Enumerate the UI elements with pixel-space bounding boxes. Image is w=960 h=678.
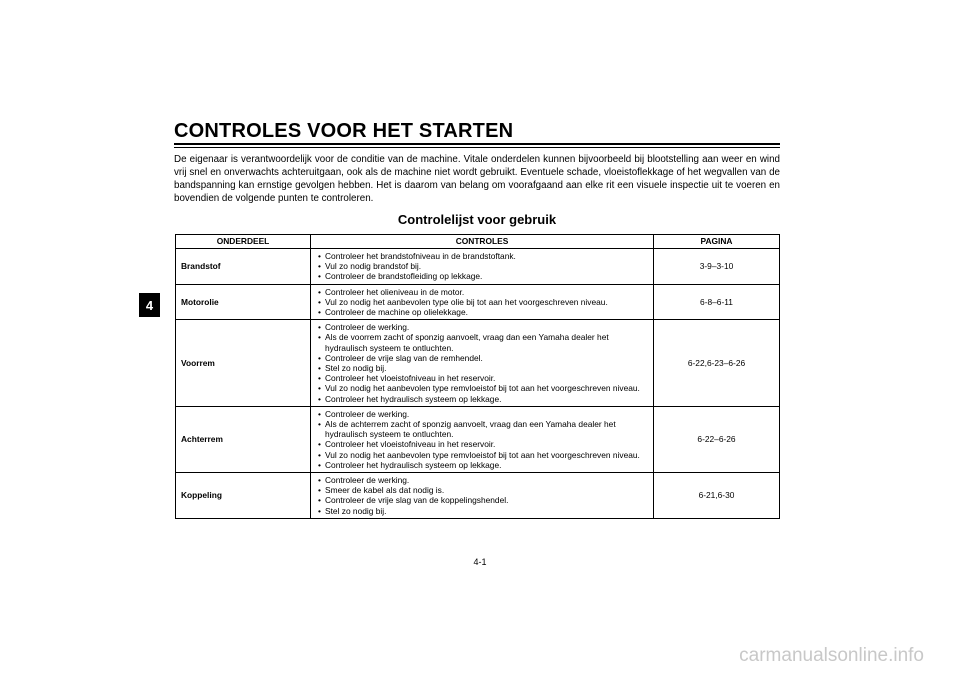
row-checks — [311, 473, 654, 519]
table-row — [176, 406, 780, 472]
table-header-row — [176, 235, 780, 249]
check-item: • Stel zo nodig bij. — [318, 506, 648, 516]
row-part: Koppeling — [176, 473, 311, 519]
table-row — [176, 473, 780, 519]
header-checks: CONTROLES — [311, 235, 654, 249]
row-part: Voorrem — [176, 320, 311, 407]
check-item: • Vul zo nodig het aanbevolen type remvloeistof bij tot aan het voorgeschreven niveau. — [318, 450, 648, 460]
page-number: 4-1 — [473, 557, 487, 567]
row-part: Motorolie — [176, 284, 311, 320]
title-rule — [174, 143, 780, 145]
row-part: Achterrem — [176, 406, 311, 472]
chapter-tab: 4 — [139, 293, 160, 317]
check-item: • Vul zo nodig het aanbevolen type remvloeistof bij tot aan het voorgeschreven niveau. — [318, 383, 648, 393]
check-item: • Controleer het vloeistofniveau in het reservoir. — [318, 439, 648, 449]
row-pages: 6-21,6-30 — [654, 473, 780, 519]
header-pages: PAGINA — [654, 235, 780, 249]
row-part: Brandstof — [176, 249, 311, 285]
table-row — [176, 249, 780, 285]
check-item: • Als de achterrem zacht of sponzig aanvoelt, vraag dan een Yamaha dealer het hydraulisch systeem te ontluchten. — [318, 419, 648, 439]
check-item: • Controleer het hydraulisch systeem op lekkage. — [318, 460, 648, 470]
check-item: • Controleer het brandstofniveau in de brandstoftank. — [318, 251, 648, 261]
check-item: • Vul zo nodig brandstof bij. — [318, 261, 648, 271]
row-checks — [311, 284, 654, 320]
intro-paragraph: De eigenaar is verantwoordelijk voor de conditie van de machine. Vitale onderdelen kunnen bijvoorbeeld bij blootstelling aan weer en wind vrij snel en onverwachts achteruitgaan, ook als de machine niet wordt gebruikt. Eventuele schade, vloeistoflekkage of het wegvallen van de bandspanning kan ernstige gevolgen hebben. Het is daarom van belang om voorafgaand aan elke rit een visuele inspectie uit te voeren en bovendien de volgende punten te controleren. — [174, 154, 780, 204]
row-pages: 3-9–3-10 — [654, 249, 780, 285]
check-item: • Controleer de werking. — [318, 475, 648, 485]
check-item: • Controleer de werking. — [318, 409, 648, 419]
check-item: • Controleer de werking. — [318, 322, 648, 332]
watermark[interactable]: carmanualsonline.info — [739, 645, 924, 666]
check-item: • Controleer het olieniveau in de motor. — [318, 287, 648, 297]
section-title: Controlelijst voor gebruik — [397, 212, 557, 227]
page-title: CONTROLES VOOR HET STARTEN — [174, 120, 514, 142]
title-rule-thin — [174, 147, 780, 148]
row-pages: 6-8–6-11 — [654, 284, 780, 320]
check-item: • Controleer de machine op olielekkage. — [318, 307, 648, 317]
check-item: • Controleer de vrije slag van de koppelingshendel. — [318, 495, 648, 505]
check-item: • Controleer het vloeistofniveau in het reservoir. — [318, 373, 648, 383]
checklist-table — [175, 234, 780, 519]
table-row — [176, 320, 780, 407]
check-item: • Controleer de vrije slag van de remhendel. — [318, 353, 648, 363]
check-item: • Smeer de kabel als dat nodig is. — [318, 485, 648, 495]
row-pages: 6-22,6-23–6-26 — [654, 320, 780, 407]
header-part: ONDERDEEL — [176, 235, 311, 249]
row-checks — [311, 320, 654, 407]
row-checks — [311, 406, 654, 472]
check-item: • Vul zo nodig het aanbevolen type olie bij tot aan het voorgeschreven niveau. — [318, 297, 648, 307]
table-row — [176, 284, 780, 320]
check-item: • Stel zo nodig bij. — [318, 363, 648, 373]
row-checks — [311, 249, 654, 285]
check-item: • Als de voorrem zacht of sponzig aanvoelt, vraag dan een Yamaha dealer het hydraulisch systeem te ontluchten. — [318, 332, 648, 352]
check-item: • Controleer de brandstofleiding op lekkage. — [318, 271, 648, 281]
row-pages: 6-22–6-26 — [654, 406, 780, 472]
check-item: • Controleer het hydraulisch systeem op lekkage. — [318, 394, 648, 404]
